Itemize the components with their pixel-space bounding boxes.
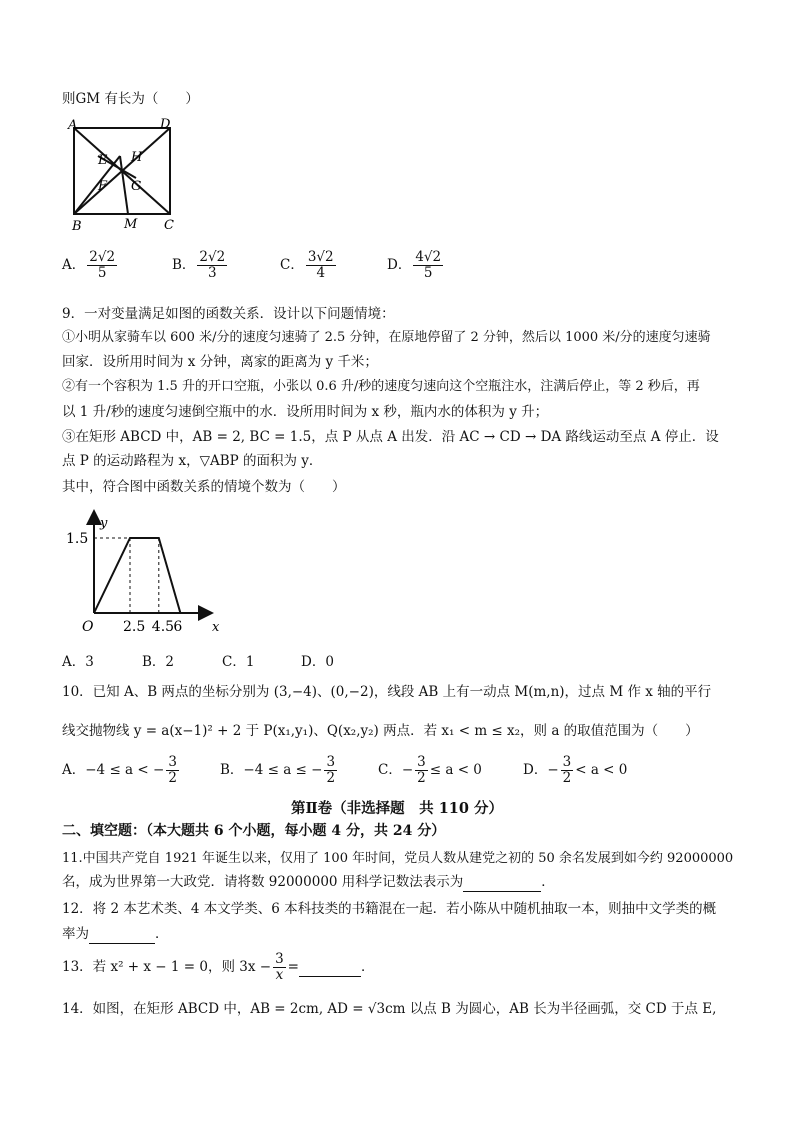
section-title: 二、填空题：（本大题共 6 个小题，每小题 4 分，共 24 分）: [62, 823, 446, 839]
q11-line-2: 名，成为世界第一大政党．请将数 92000000 用科学记数法表示为 ．: [62, 874, 555, 890]
y-axis-label: y: [100, 516, 108, 531]
q9-option-a[interactable]: A．3: [62, 654, 94, 670]
label-a: A: [68, 118, 78, 133]
q9-function-graph: [62, 505, 222, 635]
part2-title: 第Ⅱ卷（非选择题 共 110 分）: [290, 800, 504, 817]
label-m: M: [124, 217, 138, 232]
q9-scenario-1a: ①小明从家骑车以 600 米/分的速度匀速骑了 2.5 分钟，在原地停留了 2 分钟，然后以 1000 米/分的速度匀速骑: [62, 330, 711, 345]
q9-scenario-3b: 点 P 的运动路程为 x，▽ABP 的面积为 y．: [62, 453, 323, 469]
q8-tail: 则GM 有长为（ ）: [62, 91, 199, 107]
q12-line-1: 12．将 2 本艺术类、4 本文学类、6 本科技类的书籍混在一起．若小陈从中随机抽取一本，则抽中文学类的概: [62, 901, 717, 917]
q13-line: 13．若 x² + x − 1 = 0，则 3x − $\frac{3}{x}$ = ．: [62, 951, 375, 983]
q10-line-2: 线交抛物线 y = a(x−1)² + 2 于 P(x₁,y₁)、Q(x₂,y₂) 两点．若 x₁ < m ≤ x₂，则 a 的取值范围为（ ）: [62, 723, 699, 739]
q8-option-b[interactable]: B． $\frac{2√2}{3}$: [172, 249, 226, 281]
q10-line-1: 10．已知 A、B 两点的坐标分别为 (3,−4)、(0,−2)，线段 AB 上有一动点 M(m,n)，过点 M 作 x 轴的平行: [62, 684, 712, 700]
q9-scenario-1b: 回家．设所用时间为 x 分钟，离家的距离为 y 千米；: [62, 354, 378, 370]
x-tick-label: 4.5: [151, 619, 175, 635]
label-g: G: [131, 179, 142, 194]
label-h: H: [131, 150, 143, 165]
segment-hm: [120, 156, 128, 214]
q9-scenario-3a: ③在矩形 ABCD 中，AB = 2, BC = 1.5，点 P 从点 A 出发．沿 AC → CD → DA 路线运动至点 A 停止．设: [62, 429, 719, 445]
label-e: E: [98, 153, 108, 168]
label-c: C: [164, 218, 174, 233]
q10-option-a[interactable]: A．−4 ≤ a < − $\frac{3}{2}$: [62, 754, 177, 786]
q11-answer-blank[interactable]: [463, 873, 541, 892]
x-axis-label: x: [212, 620, 220, 635]
x-tick-label: 6: [173, 619, 183, 635]
q12-line-2: 率为 ．: [62, 926, 169, 942]
origin-label: O: [82, 619, 94, 635]
label-f: F: [98, 179, 108, 194]
q9-option-b[interactable]: B．2: [142, 654, 175, 670]
y-tick-label: 1.5: [66, 531, 89, 547]
q9-scenario-2b: 以 1 升/秒的速度匀速倒空瓶中的水．设所用时间为 x 秒，瓶内水的体积为 y 升；: [62, 404, 549, 420]
q8-figure: [64, 116, 184, 234]
q14-line-1: 14．如图，在矩形 ABCD 中，AB = 2cm, AD = √3cm 以点 B 为圆心，AB 长为半径画弧，交 CD 于点 E,: [62, 1001, 717, 1017]
q12-answer-blank[interactable]: [89, 925, 155, 944]
q9-ask: 其中，符合图中函数关系的情境个数为（ ）: [62, 479, 346, 495]
q13-answer-blank[interactable]: [299, 958, 361, 977]
q10-option-d[interactable]: D．− $\frac{3}{2}$ < a < 0: [523, 754, 628, 786]
q9-option-d[interactable]: D．0: [301, 654, 334, 670]
q9-scenario-2a: ②有一个容积为 1.5 升的开口空瓶，小张以 0.6 升/秒的速度匀速向这个空瓶注水，注满后停止，等 2 秒后，再: [62, 379, 700, 394]
q8-option-c[interactable]: C． $\frac{3√2}{4}$: [280, 249, 334, 281]
series-line: [94, 538, 180, 613]
q10-option-c[interactable]: C．− $\frac{3}{2}$ ≤ a < 0: [378, 754, 482, 786]
q8-option-a[interactable]: A． $\frac{2√2}{5}$: [62, 249, 116, 281]
q9-option-c[interactable]: C．1: [222, 654, 255, 670]
x-tick-label: 2.5: [123, 619, 146, 635]
q11-line-1: 11.中国共产党自 1921 年诞生以来，仅用了 100 年时间，党员人数从建党之初的 50 余名发展到如今约 92000000: [62, 851, 734, 866]
label-b: B: [72, 219, 82, 234]
q8-option-d[interactable]: D． $\frac{4√2}{5}$: [387, 249, 442, 281]
label-d: D: [160, 117, 171, 132]
q10-option-b[interactable]: B．−4 ≤ a ≤ − $\frac{3}{2}$: [220, 754, 336, 786]
q9-stem: 9．一对变量满足如图的函数关系．设计以下问题情境：: [62, 306, 395, 322]
